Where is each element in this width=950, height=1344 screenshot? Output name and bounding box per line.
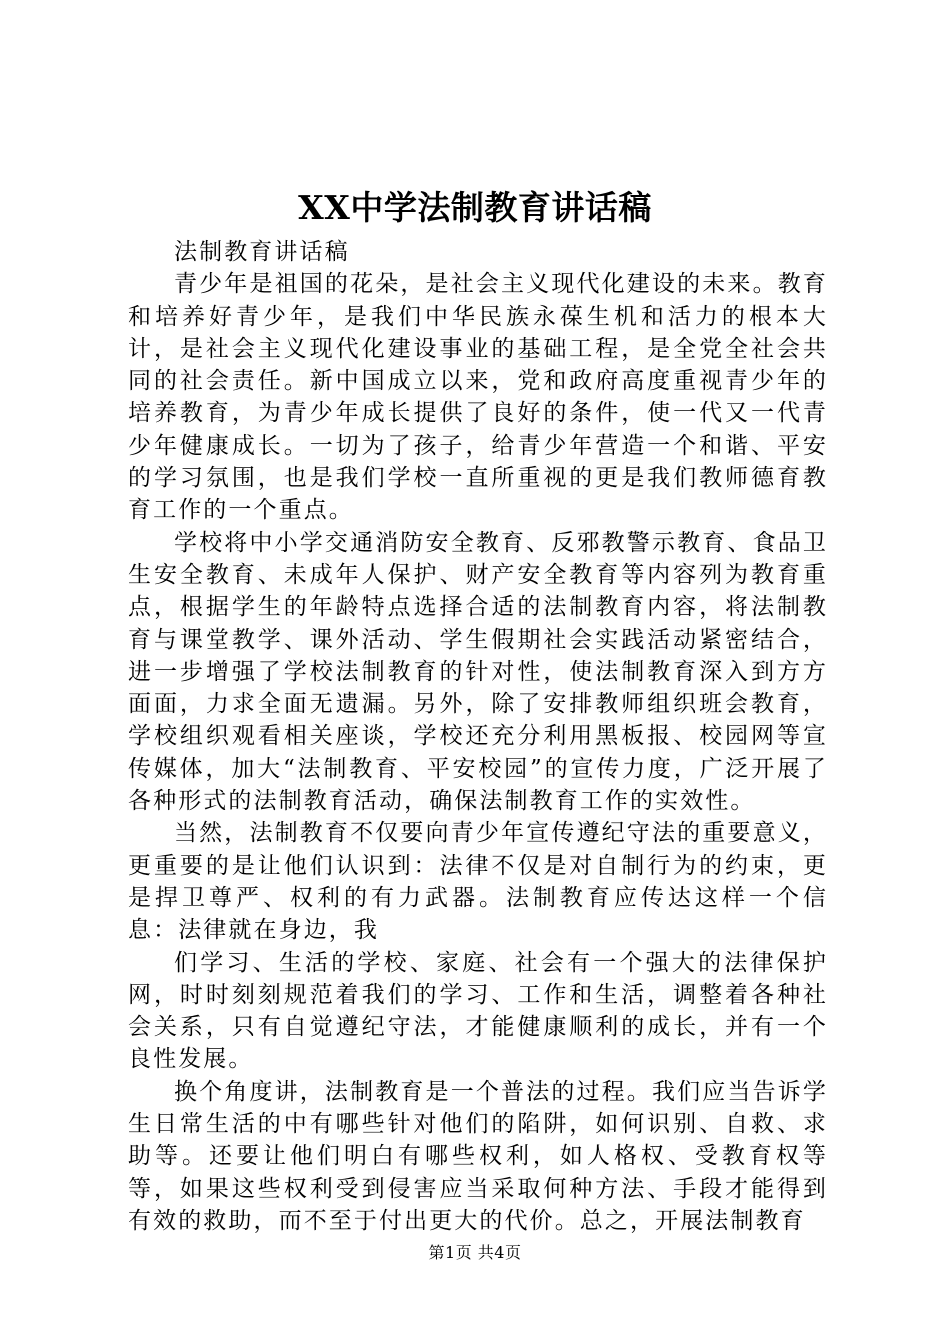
body-paragraph: 们学习、生活的学校、家庭、社会有一个强大的法律保护网，时时刻刻规范着我们的学习、工作和生活，调整着各种社会关系，只有自觉遵纪守法，才能健康顺利的成长，并有一个良性发展。 [128, 949, 828, 1073]
document-body [128, 236, 828, 1237]
body-paragraph: 换个角度讲，法制教育是一个普法的过程。我们应当告诉学生日常生活的中有哪些针对他们的陷阱，如何识别、自救、求助等。还要让他们明白有哪些权利，如人格权、受教育权等等，如果这些权利受到侵害应当采取何种方法、手段才能得到有效的救助，而不至于付出更大的代价。总之，开展法制教育 [128, 1078, 828, 1234]
subtitle-paragraph: 法制教育讲话稿 [174, 239, 350, 265]
body-paragraph: 当然，法制教育不仅要向青少年宣传遵纪守法的重要意义，更重要的是让他们认识到：法律不仅是对自制行为的约束，更是捍卫尊严、权利的有力武器。法制教育应传达这样一个信息：法律就在身边，我 [128, 820, 828, 944]
page-footer: 第1页 共4页 [428, 1243, 522, 1262]
body-paragraph: 青少年是祖国的花朵，是社会主义现代化建设的未来。教育和培养好青少年，是我们中华民族永葆生机和活力的根本大计，是社会主义现代化建设事业的基础工程，是全党全社会共同的社会责任。新中国成立以来，党和政府高度重视青少年的培养教育，为青少年成长提供了良好的条件，使一代又一代青少年健康成长。一切为了孩子，给青少年营造一个和谐、平安的学习氛围，也是我们学校一直所重视的更是我们教师德育教育工作的一个重点。 [128, 271, 828, 524]
document-title: XX中学法制教育讲话稿 [298, 188, 652, 227]
body-paragraph: 学校将中小学交通消防安全教育、反邪教警示教育、食品卫生安全教育、未成年人保护、财产安全教育等内容列为教育重点，根据学生的年龄特点选择合适的法制教育内容，将法制教育与课堂教学、课外活动、学生假期社会实践活动紧密结合，进一步增强了学校法制教育的针对性，使法制教育深入到方方面面，力求全面无遗漏。另外，除了安排教师组织班会教育，学校组织观看相关座谈，学校还充分利用黑板报、校园网等宣传媒体，加大“法制教育、平安校园”的宣传力度，广泛开展了各种形式的法制教育活动，确保法制教育工作的实效性。 [128, 529, 828, 815]
